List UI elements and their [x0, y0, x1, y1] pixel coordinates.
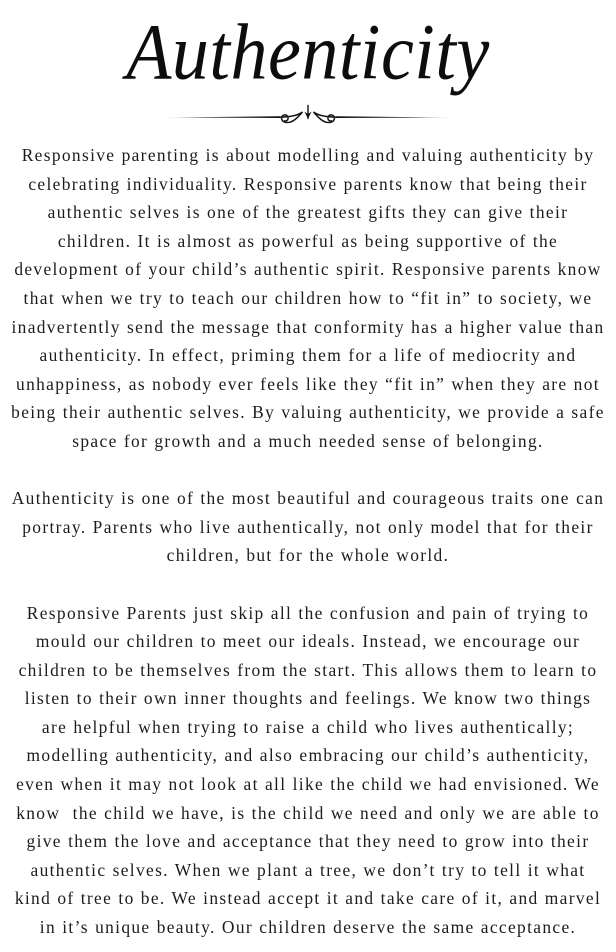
page-title: Authenticity — [126, 8, 490, 97]
body-copy — [11, 132, 612, 942]
paragraph-3: Responsive Parents just skip all the confusion and pain of trying to mould our children to meet our ideals. Instead, we encourage our children to be themselves from the start. This allows them to learn to listen to their own inner thoughts and feelings. We know two things are helpful when trying to raise a child who lives authentically; modelling authenticity, and also embracing our child’s authenticity, even when it may not look at all like the child we had envisioned. We know the child we have, is the child we need and only we are able to give them the love and acceptance that they need to grow into their authentic selves. When we plant a tree, we don’t try to tell it what kind of tree to be. We instead accept it and take care of it, and marvel in it’s unique beauty. Our children deserve the same acceptance. — [14, 602, 608, 938]
flourish-divider-ornament — [158, 103, 458, 131]
title-block — [0, 8, 616, 98]
divider — [0, 102, 616, 132]
paragraph-1: Responsive parenting is about modelling and valuing authenticity by celebrating individuality. Responsive parents know that being their authentic selves is one of the greatest gifts they can give their children. It is almost as powerful as being supportive of the development of your child’s authentic spirit. Responsive parents know that when we try to teach our children how to “fit in” to society, we inadvertently send the message that conformity has a higher value than authenticity. In effect, priming them for a life of mediocrity and unhappiness, as nobody ever feels like they “fit in” when they are not being their authentic selves. By valuing authenticity, we provide a safe space for growth and a much needed sense of belonging. — [11, 145, 612, 451]
paragraph-2: Authenticity is one of the most beautiful and courageous traits one can portray. Parents who live authentically, not only model that for their children, but for the whole world. — [11, 488, 611, 566]
